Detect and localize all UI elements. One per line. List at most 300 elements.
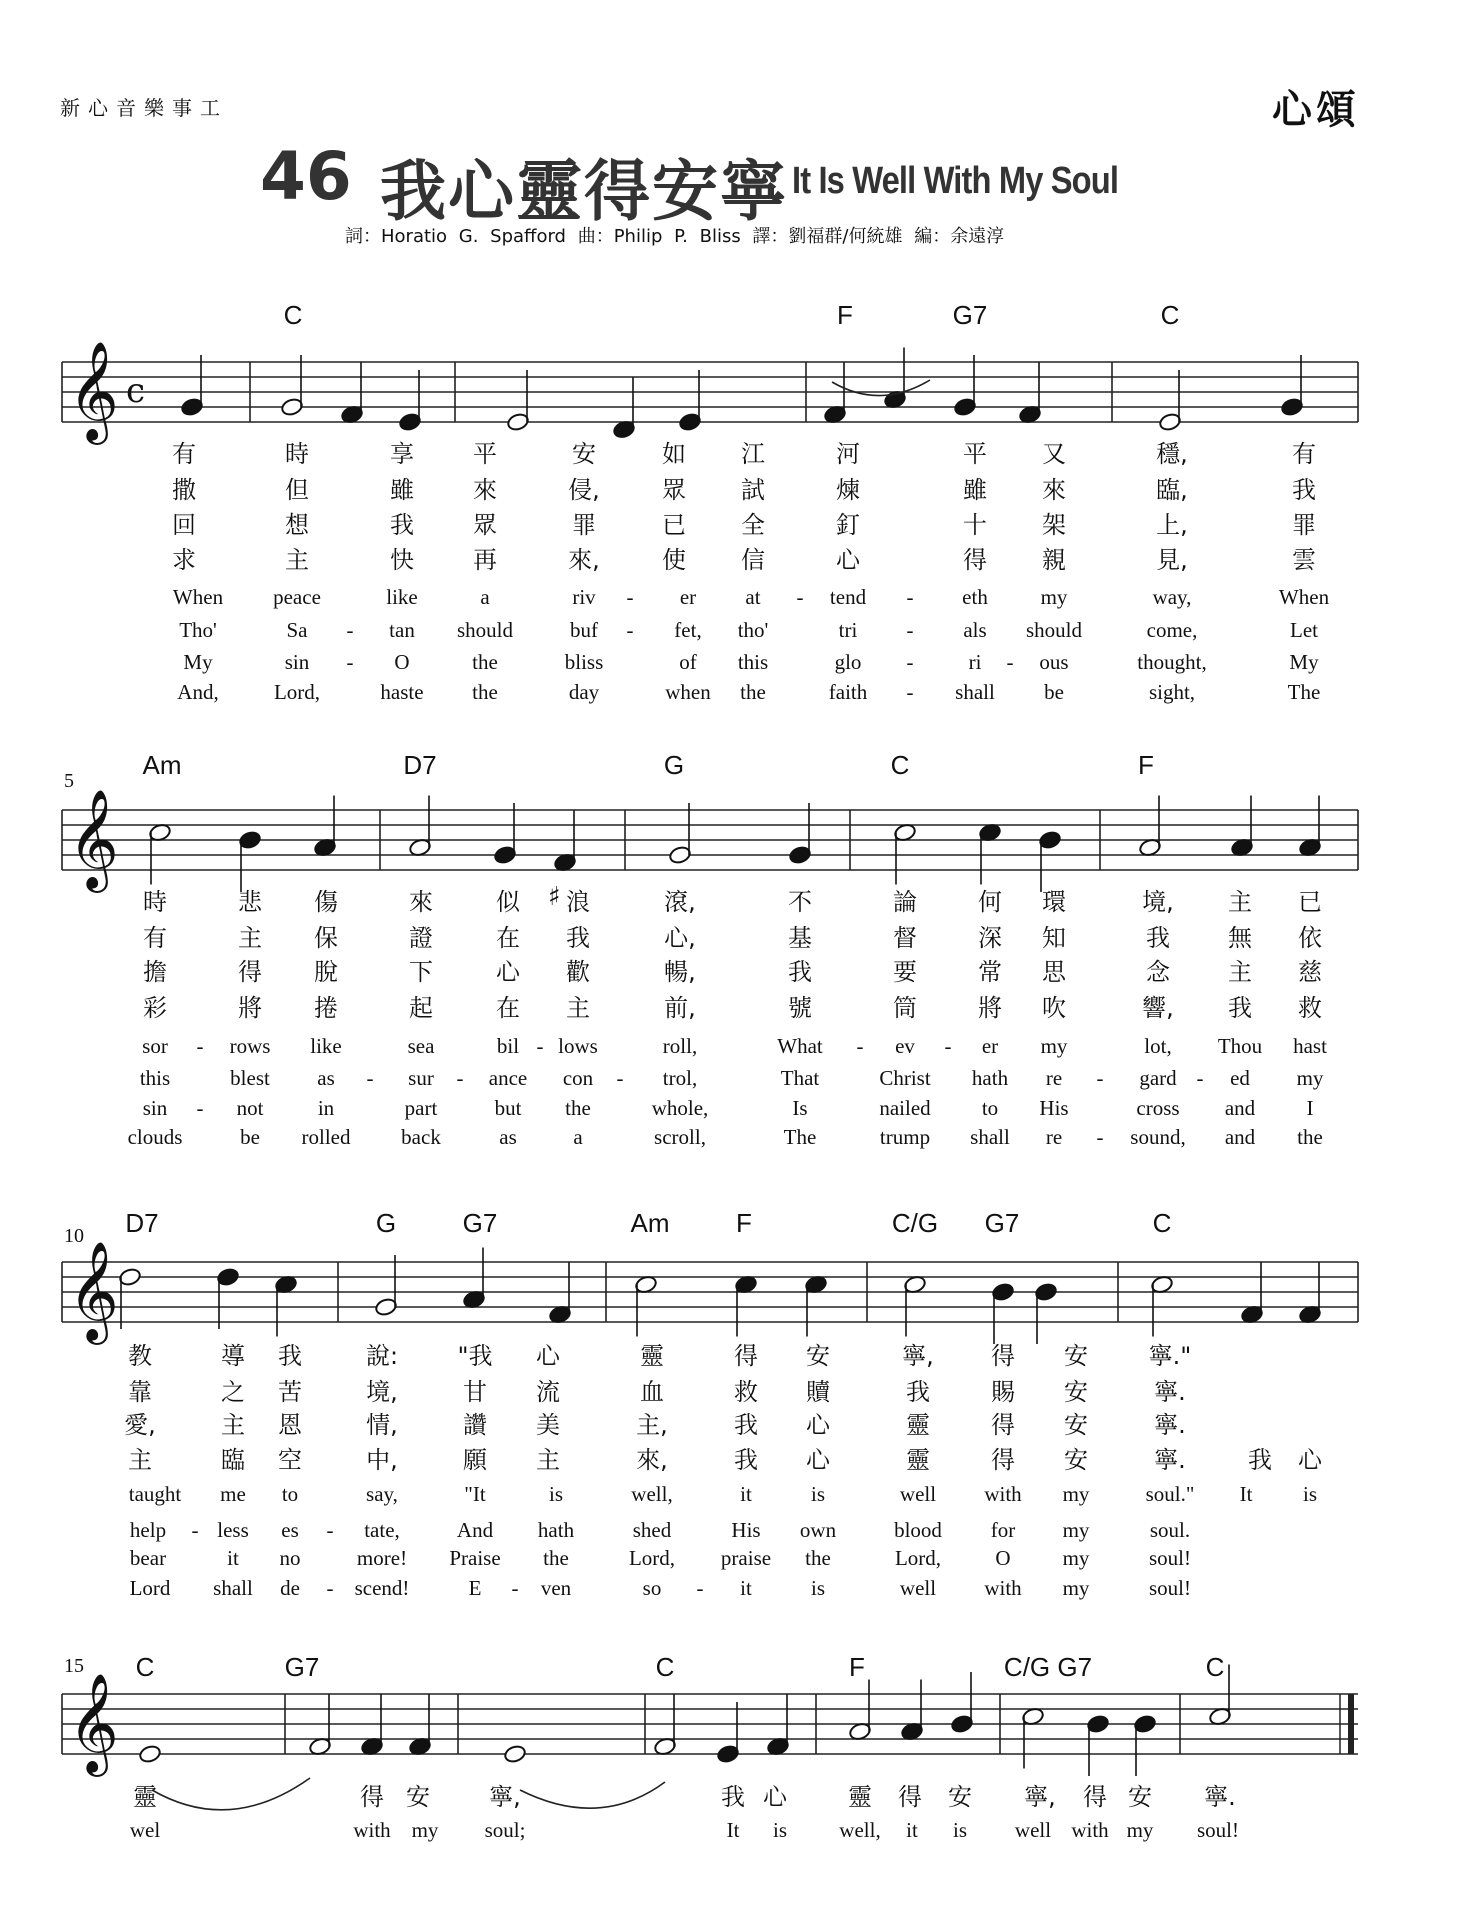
- lyric-chinese: 得: [991, 1342, 1015, 1370]
- lyric-chinese: 救: [1298, 994, 1322, 1022]
- lyric-english: -: [511, 1576, 519, 1600]
- chord-symbol: G7: [462, 1208, 498, 1238]
- lyric-chinese: 主: [1228, 958, 1252, 986]
- lyric-english: say,: [366, 1482, 398, 1506]
- lyric-chinese: 安: [1064, 1378, 1088, 1406]
- lyric-chinese: 心: [496, 958, 520, 986]
- lyric-chinese: 中,: [366, 1446, 398, 1474]
- lyric-chinese: 再: [473, 546, 497, 574]
- lyric-chinese: 河: [836, 440, 860, 468]
- lyric-english: Lord,: [894, 1546, 942, 1570]
- lyric-english: ance: [488, 1066, 528, 1090]
- lyric-chinese: 悲: [238, 888, 262, 916]
- lyric-chinese: 平: [963, 440, 987, 468]
- lyric-chinese: 將: [238, 994, 262, 1022]
- lyric-chinese: 有: [172, 440, 196, 468]
- lyric-chinese: 安: [406, 1783, 430, 1811]
- lyric-english: should: [1025, 618, 1083, 642]
- lyric-english: Lord,: [273, 680, 321, 704]
- lyric-english: at: [745, 585, 761, 609]
- lyric-english: lot,: [1144, 1034, 1172, 1058]
- lyric-english: buf: [570, 618, 598, 642]
- lyric-english: but: [494, 1096, 522, 1120]
- lyric-chinese: 眾: [473, 511, 497, 539]
- lyric-chinese: 傷: [314, 888, 338, 916]
- lyric-chinese: 寧.: [1204, 1783, 1236, 1811]
- lyric-english: is: [772, 1818, 788, 1842]
- treble-clef-icon: 𝄞: [68, 1673, 119, 1773]
- lyric-chinese: 得: [1083, 1783, 1107, 1811]
- lyric-english: thought,: [1137, 650, 1207, 674]
- lyric-english: sor: [142, 1034, 168, 1058]
- lyric-english: me: [220, 1482, 246, 1506]
- lyric-chinese: 筒: [893, 994, 917, 1022]
- lyric-chinese: 心: [836, 546, 860, 574]
- lyric-english: It: [1239, 1482, 1253, 1506]
- lyric-english: The: [1287, 680, 1321, 704]
- lyric-english: the: [565, 1096, 591, 1120]
- measure-number: 5: [64, 770, 74, 792]
- chord-symbol: G: [663, 750, 685, 780]
- lyric-english: taught: [128, 1482, 182, 1506]
- lyric-english: and: [1224, 1125, 1256, 1149]
- slur: [832, 380, 930, 396]
- lyric-english: well: [899, 1482, 937, 1506]
- lyric-chinese: 我: [1292, 476, 1316, 504]
- lyric-english: like: [310, 1034, 342, 1058]
- lyric-english: My: [183, 650, 213, 674]
- lyric-english: My: [1289, 650, 1319, 674]
- lyric-english: a: [480, 585, 490, 609]
- lyric-chinese: 念: [1146, 958, 1170, 986]
- lyric-chinese: 平: [473, 440, 497, 468]
- lyric-english: scroll,: [654, 1125, 706, 1149]
- sharp-icon: ♯: [548, 882, 561, 912]
- lyric-english: -: [906, 680, 914, 704]
- lyric-english: well,: [839, 1818, 881, 1842]
- lyric-chinese: 安: [1064, 1342, 1088, 1370]
- lyric-english: hath: [537, 1518, 575, 1542]
- lyric-english: tate,: [364, 1518, 400, 1542]
- lyric-english: in: [317, 1096, 335, 1120]
- lyric-english: shall: [213, 1576, 253, 1600]
- lyric-chinese: 寧,: [902, 1342, 934, 1370]
- lyric-english: Is: [792, 1096, 808, 1120]
- lyric-chinese: 督: [893, 924, 917, 952]
- lyric-chinese: 得: [238, 958, 262, 986]
- lyric-chinese: 之: [221, 1378, 245, 1406]
- lyric-english: when: [665, 680, 711, 704]
- lyric-english: cross: [1136, 1096, 1180, 1120]
- lyric-chinese: 架: [1042, 511, 1066, 539]
- lyric-english: glo: [834, 650, 862, 674]
- lyric-chinese: 擔: [143, 958, 167, 986]
- lyric-chinese: 我: [390, 511, 414, 539]
- lyric-english: it: [740, 1482, 752, 1506]
- lyric-english: to: [981, 1096, 999, 1120]
- lyric-english: -: [1196, 1066, 1204, 1090]
- lyric-english: blood: [894, 1518, 942, 1542]
- lyric-chinese: 情,: [366, 1411, 398, 1439]
- lyric-english: -: [906, 650, 914, 674]
- lyric-english: hath: [971, 1066, 1009, 1090]
- lyric-chinese: 享: [390, 440, 414, 468]
- lyric-chinese: 時: [143, 888, 167, 916]
- lyric-english: Sa: [286, 618, 308, 642]
- lyric-chinese: 上,: [1156, 511, 1188, 539]
- lyric-english: -: [366, 1066, 374, 1090]
- lyric-chinese: 讚: [463, 1411, 487, 1439]
- lyric-chinese: 撒: [172, 476, 196, 504]
- lyric-english: and: [1224, 1096, 1256, 1120]
- lyric-english: rolled: [301, 1125, 351, 1149]
- lyric-english: riv: [572, 585, 596, 609]
- lyric-chinese: 心: [763, 1783, 787, 1811]
- lyric-english: -: [346, 650, 354, 674]
- lyric-english: tan: [389, 618, 415, 642]
- lyric-chinese: 安: [1064, 1411, 1088, 1439]
- lyric-english: the: [805, 1546, 831, 1570]
- lyric-english: -: [906, 585, 914, 609]
- lyric-chinese: 恩: [278, 1411, 302, 1439]
- lyric-chinese: 論: [893, 888, 917, 916]
- lyric-english: con: [562, 1066, 594, 1090]
- chord-symbol: Am: [142, 750, 182, 780]
- lyric-chinese: 愛,: [124, 1411, 156, 1439]
- lyric-english: is: [952, 1818, 968, 1842]
- lyric-chinese: 境,: [366, 1378, 398, 1406]
- lyric-english: soul!: [1149, 1576, 1191, 1600]
- lyric-chinese: 常: [978, 958, 1002, 986]
- chord-symbol: C: [655, 1652, 675, 1682]
- lyric-english: it: [227, 1546, 239, 1570]
- lyric-chinese: 賜: [991, 1378, 1015, 1406]
- lyric-chinese: 時: [285, 440, 309, 468]
- lyric-english: ri: [968, 650, 982, 674]
- lyric-chinese: 苦: [278, 1378, 302, 1406]
- lyric-english: -: [191, 1518, 199, 1542]
- lyric-english: tri: [838, 618, 858, 642]
- lyric-chinese: 在: [496, 994, 520, 1022]
- chord-symbol: D7: [403, 750, 437, 780]
- lyric-english: His: [731, 1518, 761, 1542]
- lyric-chinese: 響,: [1142, 994, 1174, 1022]
- lyric-chinese: 似: [496, 888, 520, 916]
- lyric-english: well: [1014, 1818, 1052, 1842]
- lyric-english: is: [810, 1482, 826, 1506]
- lyric-english: it: [906, 1818, 918, 1842]
- chord-symbol: C: [135, 1652, 155, 1682]
- lyric-chinese: 信: [741, 546, 765, 574]
- lyric-chinese: 主: [285, 546, 309, 574]
- lyric-chinese: 主: [221, 1411, 245, 1439]
- lyric-english: soul.": [1145, 1482, 1195, 1506]
- lyric-chinese: 十: [963, 511, 987, 539]
- lyric-chinese: 甘: [463, 1378, 487, 1406]
- lyric-chinese: 靈: [906, 1446, 930, 1474]
- chord-symbol: F: [736, 1208, 752, 1238]
- lyric-english: -: [626, 585, 634, 609]
- lyric-chinese: 得: [991, 1411, 1015, 1439]
- lyric-english: I: [1306, 1096, 1314, 1120]
- chord-symbol: C: [1205, 1652, 1225, 1682]
- lyric-chinese: 安: [948, 1783, 972, 1811]
- lyric-chinese: 主: [128, 1446, 152, 1474]
- lyric-english: bear: [129, 1546, 167, 1570]
- lyric-english: O: [394, 650, 410, 674]
- lyric-english: -: [696, 1576, 704, 1600]
- lyric-english: ous: [1039, 650, 1069, 674]
- lyric-english: of: [679, 650, 697, 674]
- lyric-english: er: [679, 585, 697, 609]
- lyric-english: When: [1278, 585, 1330, 609]
- lyric-chinese: 得: [360, 1783, 384, 1811]
- lyric-english: the: [472, 650, 498, 674]
- lyric-english: whole,: [651, 1096, 709, 1120]
- lyric-english: re: [1045, 1066, 1063, 1090]
- treble-clef-icon: 𝄞: [68, 341, 119, 441]
- lyric-english: -: [1096, 1066, 1104, 1090]
- lyric-chinese: 來: [409, 888, 433, 916]
- lyric-english: scend!: [354, 1576, 410, 1600]
- lyric-chinese: 全: [741, 511, 765, 539]
- lyric-chinese: 已: [662, 511, 686, 539]
- chord-symbol: F: [849, 1652, 865, 1682]
- lyric-english: -: [626, 618, 634, 642]
- lyric-english: so: [642, 1576, 662, 1600]
- lyric-chinese: 有: [1292, 440, 1316, 468]
- lyric-chinese: 寧.: [1154, 1411, 1186, 1439]
- lyric-chinese: 心: [806, 1411, 830, 1439]
- publisher-logo: 心頌: [1272, 86, 1360, 133]
- lyric-chinese: 得: [734, 1342, 758, 1370]
- lyric-chinese: 暢,: [664, 958, 696, 986]
- lyric-english: sin: [142, 1096, 168, 1120]
- lyric-english: is: [1302, 1482, 1318, 1506]
- lyric-english: -: [796, 585, 804, 609]
- lyric-chinese: 救: [734, 1378, 758, 1406]
- lyric-chinese: 安: [806, 1342, 830, 1370]
- lyric-chinese: 境,: [1142, 888, 1174, 916]
- lyric-chinese: 浪: [566, 888, 590, 916]
- chord-symbol: G7: [284, 1652, 320, 1682]
- lyric-chinese: 靈: [906, 1411, 930, 1439]
- lyric-chinese: 但: [285, 476, 309, 504]
- lyric-chinese: 罪: [1292, 511, 1316, 539]
- chord-symbol: C: [283, 300, 303, 330]
- lyric-english: less: [217, 1518, 249, 1542]
- treble-clef-icon: 𝄞: [68, 789, 119, 889]
- lyric-chinese: 願: [463, 1446, 487, 1474]
- chord-symbol: C: [890, 750, 910, 780]
- lyric-english: my: [1040, 1034, 1068, 1058]
- lyric-english: my: [1062, 1576, 1090, 1600]
- lyric-english: with: [1071, 1818, 1109, 1842]
- lyric-english: soul!: [1197, 1818, 1239, 1842]
- lyric-chinese: 寧,: [489, 1783, 521, 1811]
- lyric-english: my: [1040, 585, 1068, 609]
- lyric-english: own: [799, 1518, 837, 1542]
- lyric-english: with: [984, 1576, 1022, 1600]
- lyric-english: Lord,: [628, 1546, 676, 1570]
- lyric-chinese: 想: [285, 511, 309, 539]
- lyric-chinese: 已: [1298, 888, 1322, 916]
- lyric-english: help: [129, 1518, 167, 1542]
- lyric-chinese: 靠: [128, 1378, 152, 1406]
- lyric-chinese: 得: [963, 546, 987, 574]
- lyric-chinese: 安: [1128, 1783, 1152, 1811]
- lyric-chinese: 來,: [568, 546, 600, 574]
- common-time-icon: c: [126, 371, 146, 411]
- lyric-english: Let: [1290, 618, 1318, 642]
- lyric-english: -: [196, 1034, 204, 1058]
- lyric-english: Tho': [179, 618, 217, 642]
- lyric-english: er: [981, 1034, 999, 1058]
- lyric-english: no: [279, 1546, 301, 1570]
- lyric-chinese: 江: [741, 440, 765, 468]
- lyric-chinese: 美: [536, 1411, 560, 1439]
- chord-symbol: Am: [630, 1208, 670, 1238]
- lyric-english: the: [472, 680, 498, 704]
- tie: [520, 1782, 665, 1808]
- lyric-english: should: [456, 618, 514, 642]
- lyric-chinese: 心: [1298, 1446, 1322, 1474]
- lyric-english: re: [1045, 1125, 1063, 1149]
- lyric-chinese: 深: [978, 924, 1002, 952]
- lyric-english: it: [740, 1576, 752, 1600]
- measure-number: 15: [64, 1655, 84, 1677]
- lyric-chinese: 靈: [848, 1783, 872, 1811]
- lyric-chinese: 我: [734, 1411, 758, 1439]
- title-english: It Is Well With My Soul: [792, 160, 1119, 202]
- lyric-chinese: 雲: [1292, 546, 1316, 574]
- lyric-chinese: 慈: [1298, 958, 1322, 986]
- lyric-english: trol,: [662, 1066, 698, 1090]
- lyric-english: de: [280, 1576, 300, 1600]
- lyric-chinese: 何: [978, 888, 1002, 916]
- lyric-english: als: [963, 618, 987, 642]
- lyric-chinese: 雖: [390, 476, 414, 504]
- lyric-chinese: 導: [221, 1342, 245, 1370]
- lyric-chinese: 來: [473, 476, 497, 504]
- lyric-english: with: [353, 1818, 391, 1842]
- lyric-english: my: [1062, 1482, 1090, 1506]
- lyric-english: -: [326, 1576, 334, 1600]
- lyric-chinese: 主: [536, 1446, 560, 1474]
- chord-symbol: F: [1138, 750, 1154, 780]
- chord-symbol: C: [1160, 300, 1180, 330]
- song-number: 46: [260, 138, 352, 215]
- lyric-chinese: 主,: [636, 1411, 668, 1439]
- lyric-chinese: 眾: [662, 476, 686, 504]
- lyric-english: ven: [540, 1576, 572, 1600]
- lyric-chinese: 不: [788, 888, 812, 916]
- lyric-chinese: 基: [788, 924, 812, 952]
- lyric-english: bil: [496, 1034, 520, 1058]
- lyric-english: -: [196, 1096, 204, 1120]
- lyric-english: my: [1062, 1518, 1090, 1542]
- lyric-chinese: 寧.": [1148, 1342, 1192, 1370]
- lyric-english: tend: [829, 585, 867, 609]
- lyric-chinese: 我: [1248, 1446, 1272, 1474]
- lyric-english: trump: [879, 1125, 931, 1149]
- lyric-english: The: [783, 1125, 817, 1149]
- lyric-chinese: 臨,: [1156, 476, 1188, 504]
- lyric-chinese: 思: [1042, 958, 1066, 986]
- lyric-chinese: 寧.: [1154, 1446, 1186, 1474]
- lyric-english: the: [1297, 1125, 1323, 1149]
- lyric-chinese: 心: [536, 1342, 560, 1370]
- lyric-english: bliss: [564, 650, 604, 674]
- lyric-english: be: [1044, 680, 1064, 704]
- lyric-chinese: 捲: [314, 994, 338, 1022]
- lyric-english: a: [573, 1125, 583, 1149]
- lyric-chinese: 依: [1298, 924, 1322, 952]
- lyric-english: my: [411, 1818, 439, 1842]
- lyric-chinese: 得: [991, 1446, 1015, 1474]
- lyric-chinese: 侵,: [568, 476, 600, 504]
- lyric-chinese: 又: [1042, 440, 1066, 468]
- lyric-english: this: [737, 650, 769, 674]
- lyric-english: sin: [284, 650, 310, 674]
- lyric-chinese: 滾,: [664, 888, 696, 916]
- lyric-english: with: [984, 1482, 1022, 1506]
- lyric-english: shall: [955, 680, 995, 704]
- lyric-chinese: 使: [662, 546, 686, 574]
- lyric-chinese: 起: [409, 994, 433, 1022]
- note-head: [138, 1744, 162, 1764]
- lyric-english: as: [499, 1125, 517, 1149]
- lyric-chinese: 雖: [963, 476, 987, 504]
- lyric-chinese: 心,: [664, 924, 696, 952]
- lyric-english: When: [172, 585, 224, 609]
- lyric-english: back: [401, 1125, 441, 1149]
- lyric-chinese: 臨: [221, 1446, 245, 1474]
- lyric-english: well,: [631, 1482, 673, 1506]
- lyric-chinese: 流: [536, 1378, 560, 1406]
- lyric-english: It: [726, 1818, 740, 1842]
- lyric-chinese: 我: [734, 1446, 758, 1474]
- lyric-english: well: [899, 1576, 937, 1600]
- lyric-english: come,: [1146, 618, 1198, 642]
- lyric-english: Praise: [449, 1546, 501, 1570]
- lyric-chinese: 下: [409, 958, 433, 986]
- treble-clef-icon: 𝄞: [68, 1241, 119, 1341]
- lyric-chinese: 我: [566, 924, 590, 952]
- lyric-english: is: [810, 1576, 826, 1600]
- chord-symbol: G7: [984, 1208, 1020, 1238]
- lyric-english: wel: [129, 1818, 161, 1842]
- lyric-english: ev: [895, 1034, 915, 1058]
- lyric-chinese: 來,: [636, 1446, 668, 1474]
- lyric-chinese: 歡: [566, 958, 590, 986]
- lyric-english: Thou: [1217, 1034, 1263, 1058]
- lyric-english: roll,: [662, 1034, 698, 1058]
- lyric-chinese: 回: [172, 511, 196, 539]
- lyric-chinese: 寧,: [1024, 1783, 1056, 1811]
- chord-symbol: G: [375, 1208, 397, 1238]
- lyric-chinese: 彩: [143, 994, 167, 1022]
- lyric-english: clouds: [127, 1125, 183, 1149]
- chord-symbol: D7: [125, 1208, 159, 1238]
- lyric-chinese: 前,: [664, 994, 696, 1022]
- lyric-english: -: [616, 1066, 624, 1090]
- lyric-chinese: 保: [314, 924, 338, 952]
- lyric-english: this: [139, 1066, 171, 1090]
- lyric-english: the: [543, 1546, 569, 1570]
- lyric-english: more!: [356, 1546, 408, 1570]
- lyric-chinese: 親: [1042, 546, 1066, 574]
